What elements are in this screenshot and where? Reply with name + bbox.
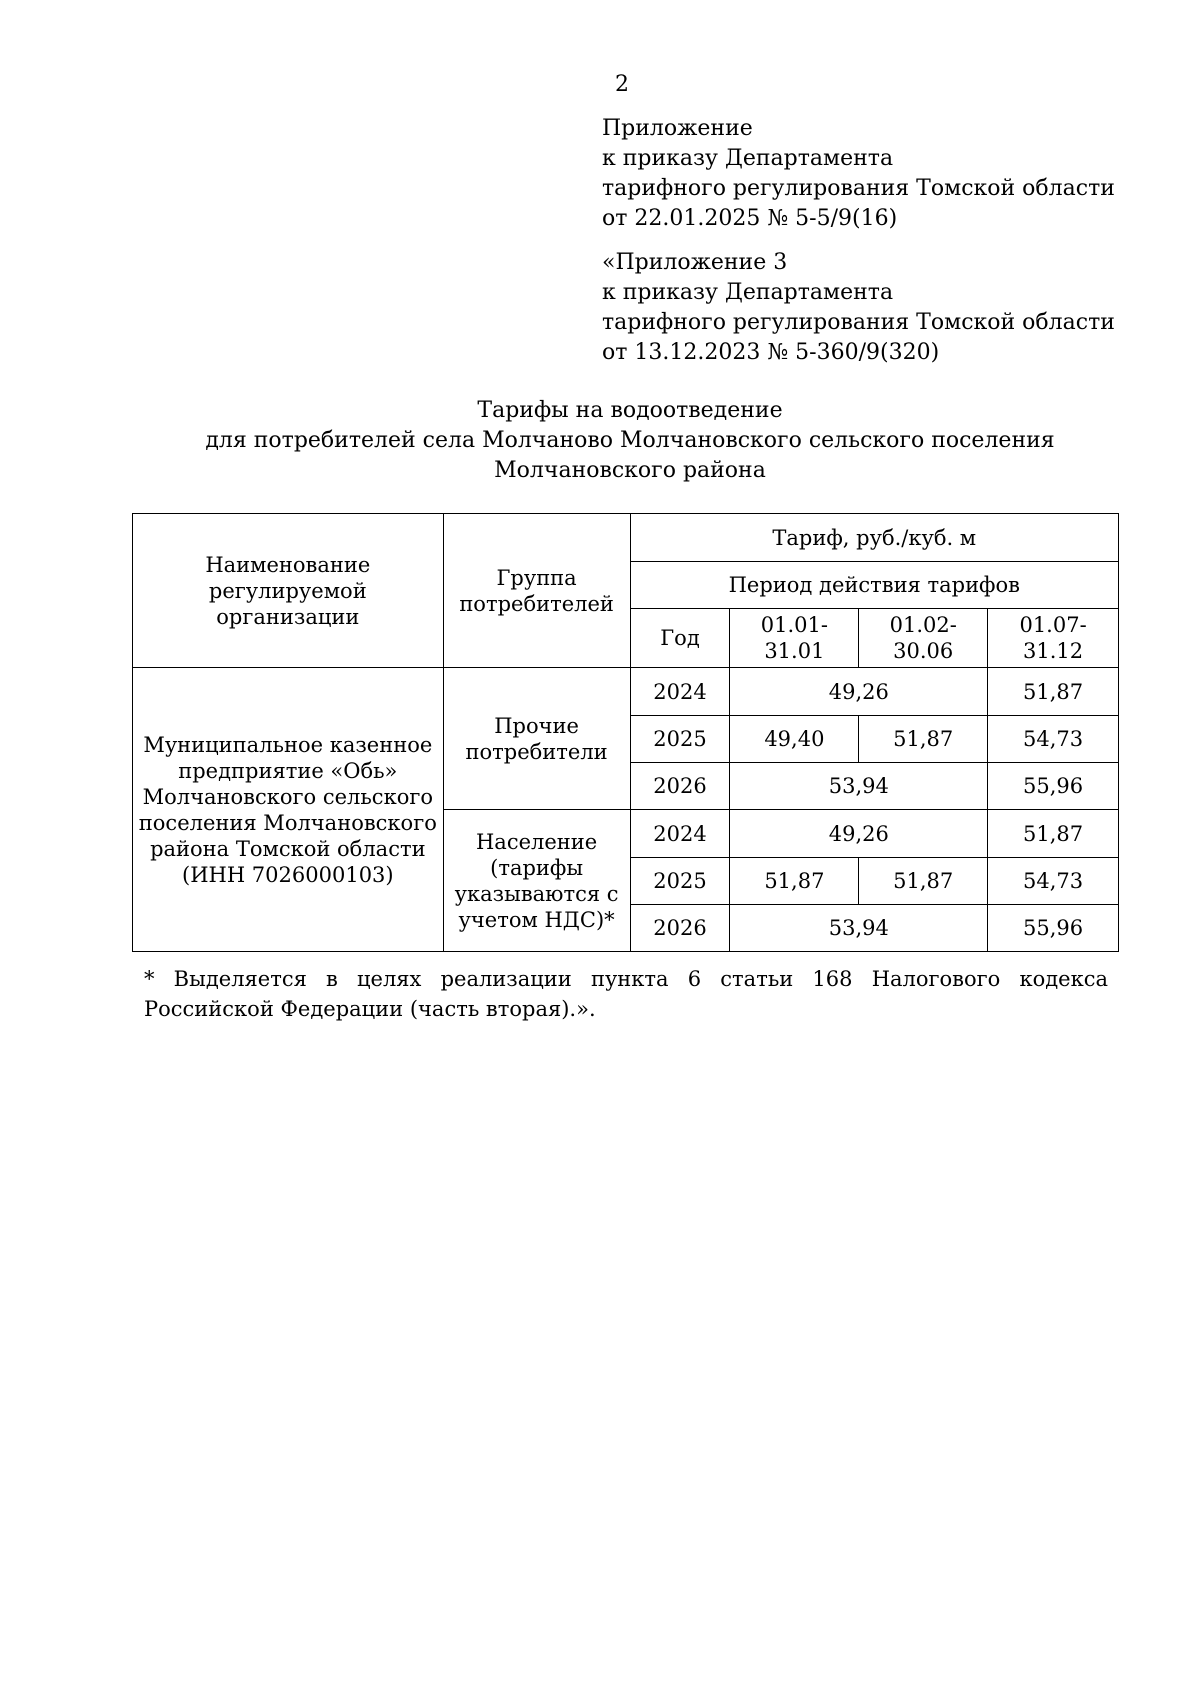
- year-cell: 2024: [630, 668, 730, 716]
- group-cell: Население (тарифы указываются с учетом НДС)*: [443, 810, 630, 952]
- appendix-header-original: [602, 248, 1115, 368]
- tariff-cell: 55,96: [988, 905, 1119, 952]
- year-cell: 2024: [630, 810, 730, 858]
- title-line: для потребителей села Молчаново Молчановского сельского поселения: [205, 428, 1055, 453]
- header-group: Группа потребителей: [443, 514, 630, 668]
- tariff-table: [132, 513, 1119, 952]
- appendix-line: к приказу Департамента: [602, 280, 894, 305]
- organization-cell: Муниципальное казенное предприятие «Обь» Молчановского сельского поселения Молчановского района Томской области (ИНН 7026000103): [133, 668, 444, 952]
- tariff-cell: 51,87: [859, 716, 988, 763]
- tariff-cell: 51,87: [730, 858, 859, 905]
- document-title: [0, 396, 1200, 486]
- appendix-line: от 22.01.2025 № 5-5/9(16): [602, 206, 898, 231]
- footnote: * Выделяется в целях реализации пункта 6 статьи 168 Налогового кодекса Российской Федерации (часть вторая).».: [144, 967, 1108, 1021]
- tariff-cell: 54,73: [988, 716, 1119, 763]
- header-tariff: Тариф, руб./куб. м: [630, 514, 1118, 562]
- header-period-1: 01.01-31.01: [730, 609, 859, 668]
- appendix-line: тарифного регулирования Томской области: [602, 176, 1115, 201]
- tariff-cell: 53,94: [730, 905, 988, 952]
- appendix-line: тарифного регулирования Томской области: [602, 310, 1115, 335]
- tariff-cell: 51,87: [988, 810, 1119, 858]
- group-cell: Прочие потребители: [443, 668, 630, 810]
- tariff-cell: 55,96: [988, 763, 1119, 810]
- tariff-cell: 51,87: [859, 858, 988, 905]
- year-cell: 2025: [630, 716, 730, 763]
- header-period-3: 01.07-31.12: [988, 609, 1119, 668]
- header-period: Период действия тарифов: [630, 562, 1118, 609]
- tariff-cell: 49,40: [730, 716, 859, 763]
- tariff-cell: 49,26: [730, 668, 988, 716]
- header-row: [133, 514, 1119, 562]
- appendix-line: к приказу Департамента: [602, 146, 894, 171]
- appendix-line: «Приложение 3: [602, 250, 788, 275]
- title-line: Тарифы на водоотведение: [477, 398, 783, 423]
- tariff-cell: 49,26: [730, 810, 988, 858]
- appendix-line: Приложение: [602, 116, 753, 141]
- year-cell: 2026: [630, 763, 730, 810]
- year-cell: 2026: [630, 905, 730, 952]
- appendix-line: от 13.12.2023 № 5-360/9(320): [602, 340, 940, 365]
- tariff-cell: 53,94: [730, 763, 988, 810]
- header-year: Год: [630, 609, 730, 668]
- tariff-cell: 51,87: [988, 668, 1119, 716]
- page-number: 2: [615, 72, 629, 97]
- appendix-header-current: [602, 114, 1115, 234]
- header-organization: Наименование регулируемой организации: [133, 514, 444, 668]
- year-cell: 2025: [630, 858, 730, 905]
- title-line: Молчановского района: [494, 458, 766, 483]
- tariff-cell: 54,73: [988, 858, 1119, 905]
- header-period-2: 01.02-30.06: [859, 609, 988, 668]
- table-row: [133, 668, 1119, 716]
